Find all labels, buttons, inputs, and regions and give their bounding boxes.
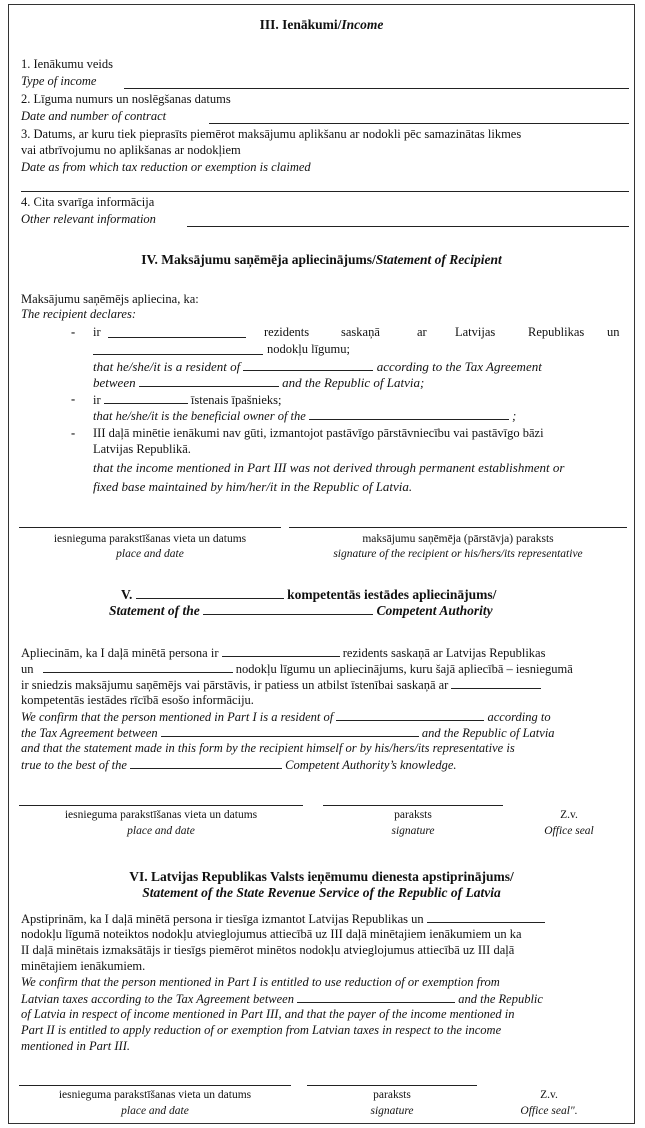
treaty-country-field-en[interactable] <box>139 375 279 387</box>
b3-en-2: fixed base maintained by him/her/it in the Republic of Latvia. <box>93 479 413 494</box>
part5-en-line2: the Tax Agreement between and the Republic of Latvia <box>21 726 555 740</box>
recipient-signature-label-en: signature of the recipient or his/hers/its representative <box>333 548 583 560</box>
beneficial-owner-field-lv[interactable] <box>104 392 188 404</box>
reduction-date-label-lv-1: 3. Datums, ar kuru tiek pieprasīts piemērot maksājumu aplikšanu ar nodokli pēc samazinātas likmes <box>21 127 522 141</box>
income-type-field[interactable] <box>124 88 629 89</box>
reduction-date-label-en: Date as from which tax reduction or exemption is claimed <box>21 160 311 174</box>
b3-lv-1: III daļā minētie ienākumi nav gūti, izmantojot pastāvīgo pārstāvniecību vai pastāvīgo bāzi <box>93 426 544 440</box>
authority-resident-field[interactable] <box>222 645 340 657</box>
income-type-label-en: Type of income <box>21 74 97 88</box>
b1-ar: ar <box>417 325 427 339</box>
b1-rezidents: rezidents <box>264 325 310 339</box>
part5-heading-lv: V. kompetentās iestādes apliecinājums/ <box>121 587 497 602</box>
bullet-1: - <box>71 325 76 339</box>
part5-en-line1: We confirm that the person mentioned in Part I is a resident of according to <box>21 710 551 724</box>
recipient-place-date-field[interactable] <box>19 527 281 528</box>
recipient-intro-en: The recipient declares: <box>21 307 137 321</box>
contract-label-lv: 2. Līguma numurs un noslēgšanas datums <box>21 92 231 106</box>
srs-treaty-field[interactable] <box>427 911 545 923</box>
form-page <box>8 4 635 1124</box>
resident-country-field-en[interactable] <box>243 359 373 371</box>
part5-lv-line3: ir sniedzis maksājumu saņēmējs vai pārstāvis, ir patiess un atbilst īstenībai saskaņā ar <box>21 677 541 693</box>
part6-heading-lv: VI. Latvijas Republikas Valsts ieņēmumu dienesta apstiprinājums/ <box>129 869 514 884</box>
authority-place-date-field[interactable] <box>19 805 303 806</box>
part6-en-line2: Latvian taxes according to the Tax Agreement between and the Republic <box>21 992 543 1006</box>
srs-place-date-label-en: place and date <box>121 1105 189 1117</box>
authority-name-field-en[interactable] <box>130 757 282 769</box>
part6-lv-line4: minētajiem ienākumiem. <box>21 959 146 973</box>
part4-heading: IV. Maksājumu saņēmēja apliecinājums/Statement of Recipient <box>141 252 502 267</box>
b1-latvijas: Latvijas <box>455 325 496 339</box>
srs-seal-label-lv: Z.v. <box>540 1089 558 1101</box>
recipient-place-date-label-en: place and date <box>116 548 184 560</box>
reduction-date-label-lv-2: vai atbrīvojumu no aplikšanas ar nodokļiem <box>21 143 241 157</box>
recipient-place-date-label-lv: iesnieguma parakstīšanas vieta un datums <box>53 533 247 545</box>
b3-en-1: that the income mentioned in Part III was not derived through permanent establishment or <box>93 460 565 475</box>
other-info-label-lv: 4. Cita svarīga informācija <box>21 195 155 209</box>
income-type-label-lv: 1. Ienākumu veids <box>21 57 113 71</box>
reduction-date-field[interactable] <box>21 191 629 192</box>
authority-treaty-field-en[interactable] <box>161 725 419 737</box>
b1-en-line1: that he/she/it is a resident of according to the Tax Agreement <box>93 359 542 374</box>
other-info-field[interactable] <box>187 226 629 227</box>
recipient-signature-label-lv: maksājumu saņēmēja (pārstāvja) paraksts <box>362 533 554 545</box>
bullet-2: - <box>71 392 76 406</box>
bullet-3: - <box>71 426 76 440</box>
part6-lv-line1: Apstiprinām, ka I daļā minētā persona ir tiesīga izmantot Latvijas Republikas un <box>21 911 545 927</box>
srs-place-date-field[interactable] <box>19 1085 291 1086</box>
part5-lv-line1: Apliecinām, ka I daļā minētā persona ir rezidents saskaņā ar Latvijas Republikas <box>21 646 546 660</box>
competent-country-field-en[interactable] <box>203 603 373 615</box>
b1-un: un <box>607 325 620 339</box>
b3-lv-2: Latvijas Republikā. <box>93 442 191 456</box>
part5-lv-line2: un nodokļu līgumu un apliecinājums, kuru šajā apliecībā – iesniegumā <box>21 662 573 676</box>
authority-resident-field-en[interactable] <box>336 709 484 721</box>
authority-seal-label-lv: Z.v. <box>560 809 578 821</box>
b1-ir: ir <box>93 325 101 339</box>
authority-signature-label-lv: paraksts <box>394 809 432 821</box>
b1-republikas: Republikas <box>528 325 585 339</box>
contract-label-en: Date and number of contract <box>21 109 167 123</box>
part5-en-line4: true to the best of the Competent Authority’s knowledge. <box>21 758 457 772</box>
b2-lv: ir īstenais īpašnieks; <box>93 393 282 407</box>
b2-en: that he/she/it is the beneficial owner of the ; <box>93 409 517 423</box>
part5-lv-line4: kompetentās iestādes rīcībā esošo informāciju. <box>21 693 254 707</box>
other-info-label-en: Other relevant information <box>21 212 156 226</box>
authority-place-date-label-lv: iesnieguma parakstīšanas vieta un datums <box>64 809 258 821</box>
part6-lv-line3: II daļā minētais izmaksātājs ir tiesīgs piemērot minētos nodokļu atvieglojumus attiecībā uz III daļā <box>21 943 515 957</box>
recipient-signature-field[interactable] <box>289 527 627 528</box>
authority-name-field[interactable] <box>451 677 541 689</box>
b1-saskana: saskaņā <box>341 325 380 339</box>
authority-seal-label-en: Office seal <box>544 825 594 837</box>
srs-seal-label-en: Office seal". <box>520 1105 578 1117</box>
b1-en-line2: between and the Republic of Latvia; <box>93 375 425 390</box>
treaty-country-field-lv[interactable] <box>93 354 263 355</box>
competent-country-field[interactable] <box>136 587 284 599</box>
part6-en-line4: Part II is entitled to apply reduction of or exemption from Latvian taxes in respect to the income <box>21 1023 502 1037</box>
b1-nodoklu: nodokļu līgumu; <box>267 342 350 356</box>
part6-en-line3: of Latvia in respect of income mentioned in Part III, and that the payer of the income mentioned in <box>21 1007 515 1021</box>
part5-en-line3: and that the statement made in this form by the recipient himself or by his/hers/its representative is <box>21 741 515 755</box>
beneficial-owner-field-en[interactable] <box>309 408 509 420</box>
part6-en-line5: mentioned in Part III. <box>21 1039 131 1053</box>
authority-signature-field[interactable] <box>323 805 503 806</box>
authority-treaty-field[interactable] <box>43 661 233 673</box>
resident-country-field-lv[interactable] <box>108 337 246 338</box>
contract-field[interactable] <box>209 123 629 124</box>
srs-place-date-label-lv: iesnieguma parakstīšanas vieta un datums <box>58 1089 252 1101</box>
srs-signature-label-lv: paraksts <box>373 1089 411 1101</box>
authority-place-date-label-en: place and date <box>127 825 195 837</box>
part6-heading-en: Statement of the State Revenue Service of the Republic of Latvia <box>142 885 501 900</box>
srs-signature-label-en: signature <box>370 1105 414 1117</box>
srs-treaty-field-en[interactable] <box>297 991 455 1003</box>
part6-en-line1: We confirm that the person mentioned in Part I is entitled to use reduction of or exemption from <box>21 975 500 989</box>
authority-signature-label-en: signature <box>391 825 435 837</box>
part6-lv-line2: nodokļu līgumā noteiktos nodokļu atvieglojumus attiecībā uz III daļā minētajiem ienākumiem un ka <box>21 927 522 941</box>
part3-heading: III. Ienākumi/Income <box>259 17 384 32</box>
recipient-intro-lv: Maksājumu saņēmējs apliecina, ka: <box>21 292 199 306</box>
part5-heading-en: Statement of the Competent Authority <box>109 603 493 618</box>
srs-signature-field[interactable] <box>307 1085 477 1086</box>
